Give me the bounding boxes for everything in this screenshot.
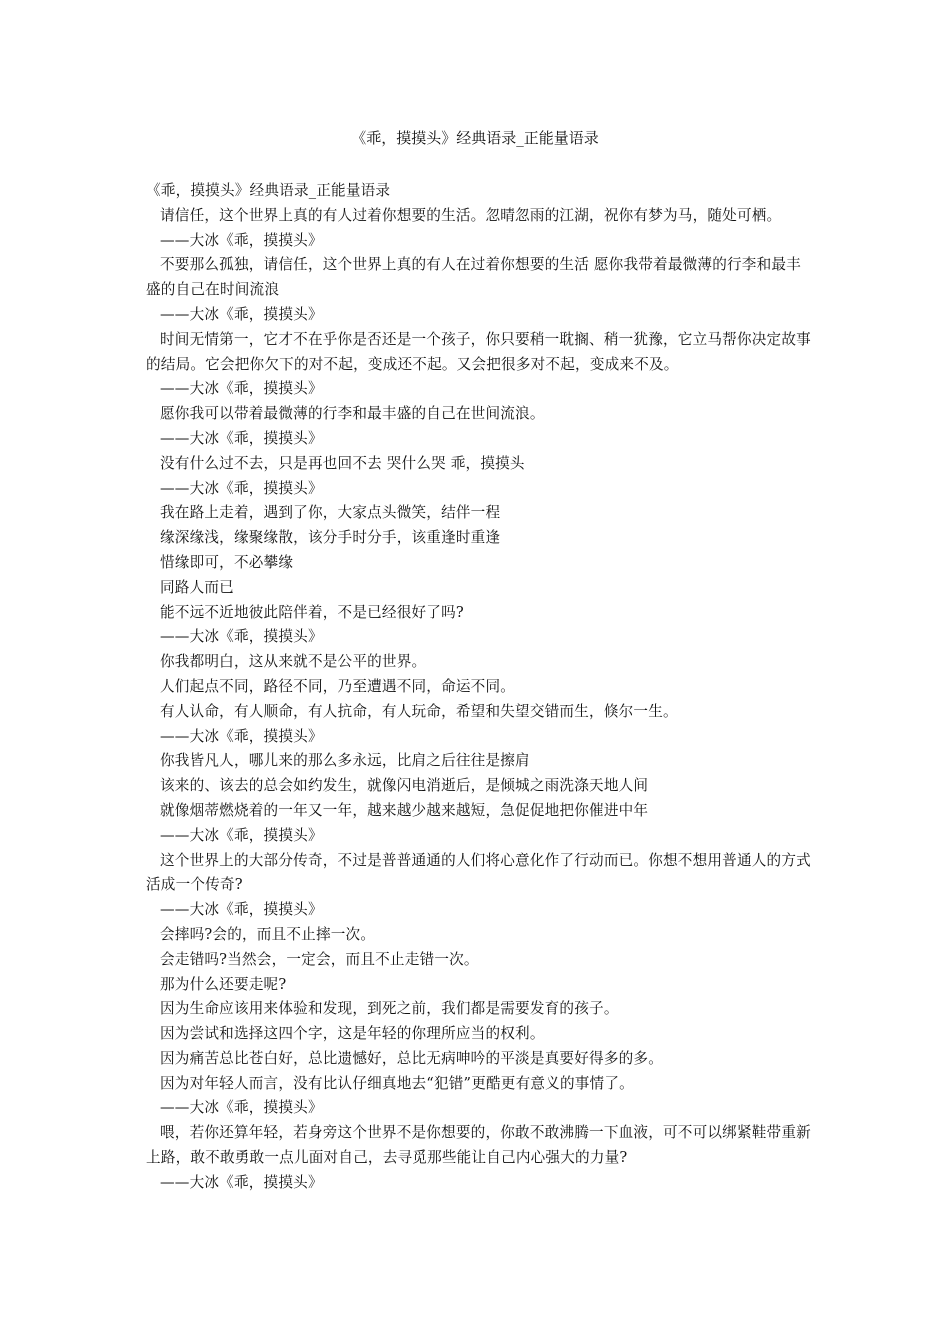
paragraph: 人们起点不同，路径不同，乃至遭遇不同，命运不同。 xyxy=(160,677,516,695)
page-title: 《乖，摸摸头》经典语录_正能量语录 xyxy=(351,129,599,147)
paragraph: 喂，若你还算年轻，若身旁这个世界不是你想要的，你敢不敢沸腾一下血液，可不可以绑紧鞋带重新上路，敢不敢勇敢一点儿面对自己，去寻觅那些能让自己内心强大的力量? xyxy=(146,1124,811,1167)
paragraph: 那为什么还要走呢? xyxy=(160,975,287,993)
paragraph: 因为尝试和选择这四个字，这是年轻的你理所应当的权利。 xyxy=(160,1025,545,1043)
quote-attribution: ——大冰《乖，摸摸头》 xyxy=(160,231,323,249)
quote-attribution: ——大冰《乖，摸摸头》 xyxy=(160,901,323,919)
paragraph: 没有什么过不去，只是再也回不去 哭什么哭 乖，摸摸头 xyxy=(160,454,525,472)
paragraph: 同路人而已 xyxy=(160,578,234,596)
paragraph: 有人认命，有人顺命，有人抗命，有人玩命，希望和失望交错而生，倏尔一生。 xyxy=(160,702,678,720)
quote-attribution: ——大冰《乖，摸摸头》 xyxy=(160,380,323,398)
quote-attribution: ——大冰《乖，摸摸头》 xyxy=(160,429,323,447)
paragraph: 会走错吗?当然会，一定会，而且不止走错一次。 xyxy=(160,950,479,968)
paragraph: 就像烟蒂燃烧着的一年又一年，越来越少越来越短，急促促地把你催进中年 xyxy=(160,801,649,819)
paragraph: 时间无情第一，它才不在乎你是否还是一个孩子，你只要稍一耽搁、稍一犹豫，它立马帮你决定故事的结局。它会把你欠下的对不起，变成还不起。又会把很多对不起，变成来不及。 xyxy=(146,330,811,373)
document-subtitle: 《乖，摸摸头》经典语录_正能量语录 xyxy=(146,182,391,199)
quote-attribution: ——大冰《乖，摸摸头》 xyxy=(160,479,323,497)
paragraph: 愿你我可以带着最微薄的行李和最丰盛的自己在世间流浪。 xyxy=(160,405,545,423)
paragraph: 该来的、该去的总会如约发生，就像闪电消逝后，是倾城之雨洗涤天地人间 xyxy=(160,777,649,795)
quote-attribution: ——大冰《乖，摸摸头》 xyxy=(160,826,323,844)
paragraph: 能不远不近地彼此陪伴着，不是已经很好了吗? xyxy=(160,603,464,621)
paragraph: 不要那么孤独，请信任，这个世界上真的有人在过着你想要的生活 愿你我带着最微薄的行李和最丰盛的自己在时间流浪 xyxy=(146,256,801,299)
paragraph: 因为痛苦总比苍白好，总比遗憾好，总比无病呻吟的平淡是真要好得多的多。 xyxy=(160,1049,663,1067)
quote-attribution: ——大冰《乖，摸摸头》 xyxy=(160,1173,323,1191)
paragraph: 你我都明白，这从来就不是公平的世界。 xyxy=(160,653,427,671)
paragraph: 会摔吗?会的，而且不止摔一次。 xyxy=(160,925,376,943)
paragraph: 缘深缘浅，缘聚缘散，该分手时分手，该重逢时重逢 xyxy=(160,529,501,547)
paragraph: 因为生命应该用来体验和发现，到死之前，我们都是需要发育的孩子。 xyxy=(160,1000,619,1018)
quote-attribution: ——大冰《乖，摸摸头》 xyxy=(160,1099,323,1117)
quote-attribution: ——大冰《乖，摸摸头》 xyxy=(160,628,323,646)
paragraph: 我在路上走着，遇到了你，大家点头微笑，结伴一程 xyxy=(160,504,501,522)
paragraph: 请信任，这个世界上真的有人过着你想要的生活。忽晴忽雨的江湖，祝你有梦为马，随处可栖。 xyxy=(160,206,782,224)
document-body xyxy=(146,179,812,1196)
paragraph: 惜缘即可，不必攀缘 xyxy=(160,553,294,571)
quote-attribution: ——大冰《乖，摸摸头》 xyxy=(160,727,323,745)
quote-attribution: ——大冰《乖，摸摸头》 xyxy=(160,305,323,323)
paragraph: 因为对年轻人而言，没有比认仔细真地去“犯错”更酷更有意义的事情了。 xyxy=(160,1074,634,1092)
paragraph: 你我皆凡人，哪儿来的那么多永远，比肩之后往往是擦肩 xyxy=(160,752,530,770)
paragraph: 这个世界上的大部分传奇，不过是普普通通的人们将心意化作了行动而已。你想不想用普通人的方式活成一个传奇? xyxy=(146,851,811,894)
